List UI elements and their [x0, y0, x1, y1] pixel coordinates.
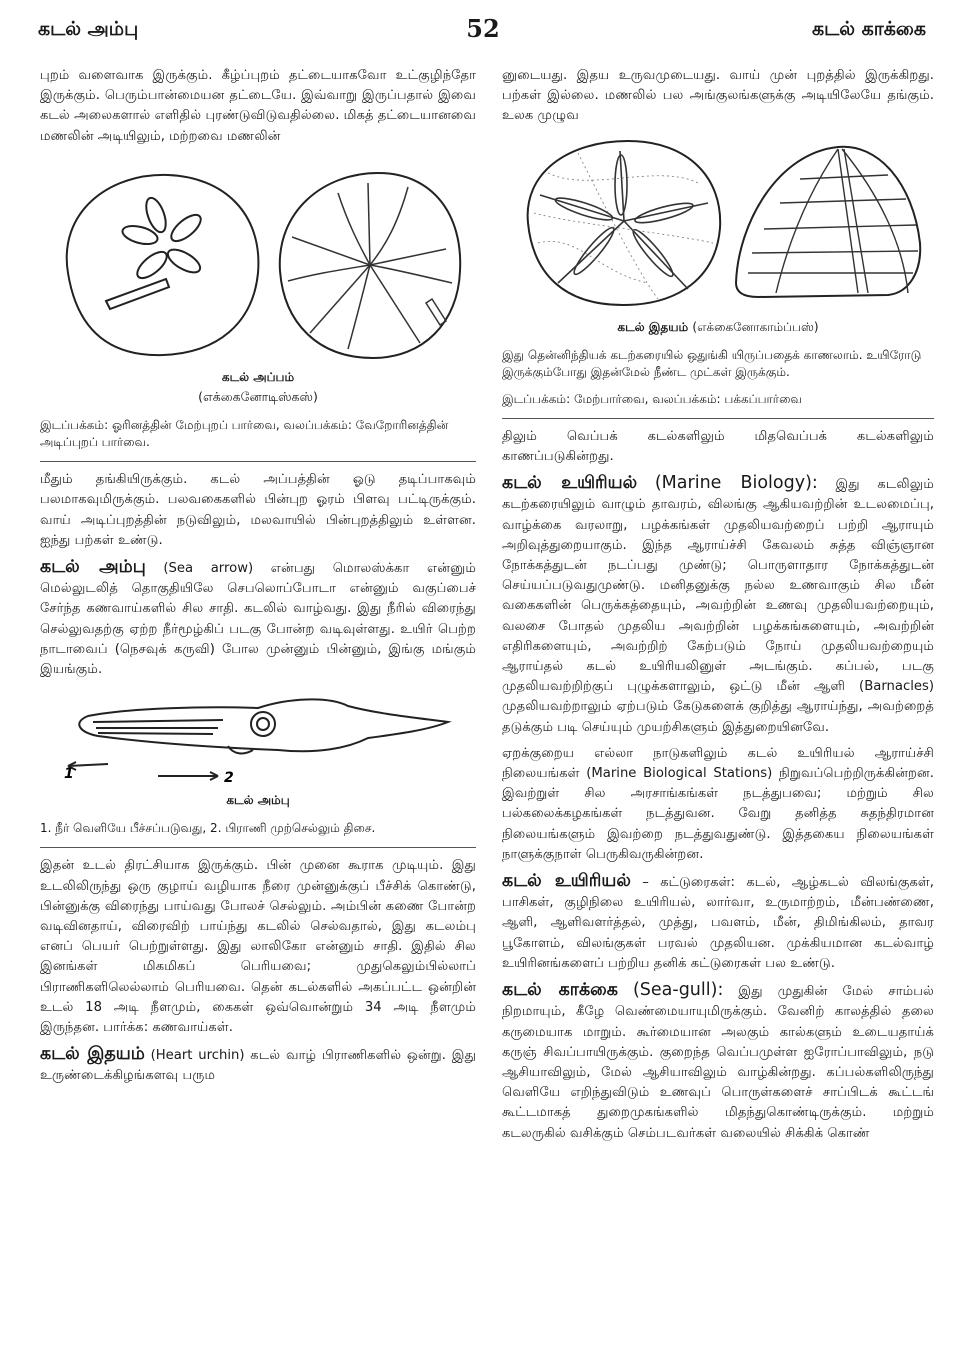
- figure-note: இது தென்னிந்தியக் கடற்கரையில் ஒதுங்கி யிருப்பதைக் காணலாம். உயிரோடு இருக்கும்போது இதன்மேல் நீண்ட முட்கள் இருக்கும்.: [502, 347, 922, 379]
- heart-urchin-figure: [508, 133, 928, 313]
- entry-heading: கடல் உயிரியல்: [502, 871, 631, 892]
- paragraph-marine-biology-articles: [502, 871, 934, 974]
- divider: [502, 418, 934, 419]
- right-column: [502, 66, 934, 1150]
- entry-english-term: (Marine Biology):: [654, 473, 818, 494]
- figure-note: இடப்பக்கம்: மேற்பார்வை, வலப்பக்கம்: பக்கப்பார்வை: [502, 391, 802, 406]
- entry-heading: கடல் அம்பு: [40, 557, 146, 578]
- entry-heading: கடல் உயிரியல்: [502, 473, 638, 494]
- entry-body: என்பது மொலஸ்க்கா என்னும் மெல்லுடலித் தொகுதியிலே செபலொப்போடா என்னும் வகுப்பைச் சேர்ந்த கணவாய்களில் சில சாதி. கடலில் வாழ்வது. இது நீரில் விரைந்து செல்லுவதற்கு ஏற்ற நீர்மூழ்கிப் படகு போன்ற வடிவுள்ளது. உயிர் பெற்ற நாடாவைப் (நெசவுக் கருவி) போல முன்னும் பின்னும், இங்கு மங்கும் இயங்கும்.: [40, 561, 476, 678]
- figure-caption-subtitle: (எக்கைனோடிஸ்கஸ்): [198, 389, 318, 405]
- divider: [40, 847, 476, 848]
- figure-label-2: 2: [224, 770, 234, 787]
- paragraph: னுடையது. இதய உருவமுடையது. வாய் முன் புறத்தில் இருக்கிறது. பற்கள் இல்லை. மணலில் பல அங்குலங்களுக்கு அடியிலேயே தங்கும். உலக முழுவ: [502, 68, 934, 124]
- paragraph: இதன் உடல் திரட்சியாக இருக்கும். பின் முனை கூராக முடியும். இது உடலிலிருந்து ஒரு குழாய் வழியாக நீரை முன்னுக்குப் பீச்சிக் கொண்டு, பின்னுக்கு விரைந்து பாய்வது போலச் செல்லும். அம்பின் கணை போன்ற வடிவினதாய், விரைவிற் பாய்ந்து கடலில் செல்வதால், இது கடலம்பு எனப் பெயர் பெற்றுள்ளது. இது லாலிகோ என்னும் சாதி. இதில் சில இனங்கள் மிகமிகப் பெரியவை; முதுகெலும்பில்லாப் பிராணிகளிலெல்லாம் பெரியவை. தென் கடல்களில் அகப்பட்ட ஒன்றின் உடல் 18 அடி நீளமும், கைகள் ஒவ்வொன்றும் 34 அடி நீளமும் இருந்தன. பார்க்க: கணவாய்கள்.: [40, 858, 476, 1036]
- paragraph-sea-arrow: [40, 557, 476, 680]
- paragraph-heart-urchin: [40, 1044, 476, 1086]
- paragraph: ஏறக்குறைய எல்லா நாடுகளிலும் கடல் உயிரியல் ஆராய்ச்சி நிலையங்கள் (Marine Biological Stations) நிறுவப்பெற்றிருக்கின்றன. இவற்றுள் சில அரசாங்கங்கள் நடத்துபவை; மற்றும் சில பல்கலைக்கழகங்கள் நடத்துவன. வேறு தனித்த சுதந்திரமான நிலையங்களும் இவற்றை நடத்துவதுண்டு. இத்தகைய நிலையங்கள் நாளுக்குநாள் பெருகிவருகின்றன.: [502, 745, 934, 862]
- left-column: [40, 66, 476, 1093]
- paragraph: மீதும் தங்கியிருக்கும். கடல் அப்பத்தின் ஓடு தடிப்பாகவும் பலமாகவுமிருக்கும். பலவகைகளில் பின்புற ஓரம் பிளவு பட்டிருக்கும். வாய் அடிப்புறத்தின் நடுவிலும், மலவாயில் பின்புறத்திலும் உள்ளன. ஐந்து பற்கள் உண்டு.: [40, 472, 476, 548]
- figure-note: 1. நீர் வெளியே பீச்சப்படுவது, 2. பிராணி முற்செல்லும் திசை.: [40, 821, 376, 836]
- entry-heading: கடல் காக்கை: [502, 980, 618, 1001]
- figure-caption-title: கடல் அம்பு: [226, 793, 290, 808]
- entry-body: இது கடலிலும் கடற்கரையிலும் வாழும் தாவரம், விலங்கு ஆகியவற்றின் உடலமைப்பு, வாழ்க்கை வரலாறு, பழக்கங்கள் முதலியவற்றைப் பற்றி ஆராயும் அறிவுத்துறையாகும். இந்த ஆராய்ச்சி கேவலம் சுத்த விஞ்ஞான நோக்கத்துடன் நடப்பது முண்டு; பொருளாதார நோக்கத்துடன் செய்யப்படுவதுமுண்டு. மனிதனுக்கு நல்ல உணவாகும் சில மீன் வகைகளின் பெருக்கத்தையும், அவற்றின் உணவு முதலியவற்றையும், வலசை போதல் முதலிய அவற்றின் பழக்கங்களையும், அவற்றின் எதிரிகளையும், அவற்றிற் கேற்படும் நோய் முதலியவற்றையும் ஆராய்தல் கடல் உயிரியலினுள் அடங்கும். கப்பல், படகு முதலியவற்றிற்குப் புழுக்களாலும், ஒட்டு மீன் ஆளி (Barnacles) முதலியவற்றாலும் ஏற்படும் கேடுகளைக் குறித்து ஆராய்ந்து, அவற்றைத் தடுக்கும் படி செய்யும் முயற்சிகளும் இத்துறையினவே.: [502, 477, 934, 735]
- entry-english-term: (Heart urchin): [150, 1048, 245, 1064]
- figure-caption-title: கடல் அப்பம்: [221, 369, 295, 384]
- figure-label-1: 1: [64, 766, 74, 783]
- entry-body: – கட்டுரைகள்: கடல், ஆழ்கடல் விலங்குகள், பாசிகள், குழிநிலை உயிரியல், லார்வா, உருமாற்றம், மீன்பண்ணை, ஆளி, ஆளிவளர்த்தல், முத்து, பவளம், மீன், திமிங்கிலம், தாவர பூகோளம், விலங்குகள் பரவல் முதலியன. முக்கியமான கடல்வாழ் உயிரினங்களைப் பற்றிய தனிக் கட்டுரைகள் பல உண்டு.: [502, 875, 934, 971]
- entry-heading: கடல் இதயம்: [40, 1044, 145, 1065]
- paragraph-sea-gull: [502, 980, 934, 1144]
- figure-caption-title: [502, 317, 934, 337]
- caption-title-text: கடல் இதயம்: [617, 319, 689, 334]
- running-head-left: கடல் அம்பு: [38, 18, 139, 40]
- divider: [40, 461, 476, 462]
- paragraph: திலும் வெப்பக் கடல்களிலும் மிதவெப்பக் கடல்களிலும் காணப்படுகின்றது.: [502, 428, 934, 465]
- entry-english-term: (Sea arrow): [163, 561, 254, 577]
- paragraph: புறம் வளைவாக இருக்கும். கீழ்ப்புறம் தட்டையாகவோ உட்குழிந்தோ இருக்கும். பெரும்பான்மையன தட்டையே. இவ்வாறு இருப்பதால் இவை கடல் அலைகளால் எளிதில் புரண்டுவிடுவதில்லை. மிகத் தட்டையானவை மணலின் அடியிலும், மற்றவை மணலின்: [40, 68, 476, 144]
- sand-dollar-figure: [48, 153, 468, 363]
- entry-body: கடல் வாழ் பிராணிகளில் ஒன்று. இது உருண்டைக்கிழங்களவு பரும: [40, 1048, 477, 1084]
- paragraph-marine-biology: [502, 473, 934, 738]
- figure-note: இடப்பக்கம்: ஓரினத்தின் மேற்புறப் பார்வை, வலப்பக்கம்: வேறோரினத்தின் அடிப்புறப் பார்வை.: [40, 418, 449, 450]
- entry-body: இது முதுகின் மேல் சாம்பல் நிறமாயும், கீழே வெண்மையாயுமிருக்கும். வேனிற் காலத்தில் தலை கருமையாக மாறும். கூர்மையான அலகும் கால்களும் உடையதாய்க் கருஞ் சிவப்பாயிருக்கும். குறைந்த வெப்பமுள்ள ஐரோப்பாவிலும், நடு ஆசியாவிலும், மேல் ஆசியாவிலும் வாழ்கின்றது. கப்பல்களிலிருந்து வெளியே எறிந்துவிடும் உணவுப் பொருள்களைச் சாப்பிடக் கூட்டங் கூட்டமாகத் துறைமுகங்களில் மிதந்துகொண்டிருக்கும். மற்றும் கடலருகில் வசிக்கும் செம்படவர்கள் வலையில் சிக்கிக் கொண்: [502, 984, 934, 1141]
- running-head-right: கடல் காக்கை: [811, 18, 926, 40]
- entry-english-term: (Sea-gull):: [632, 980, 724, 1001]
- caption-subtitle-text: (எக்கைனோகாம்ப்பஸ்): [692, 319, 819, 334]
- page-number: 52: [466, 14, 500, 43]
- squid-figure: [48, 686, 468, 786]
